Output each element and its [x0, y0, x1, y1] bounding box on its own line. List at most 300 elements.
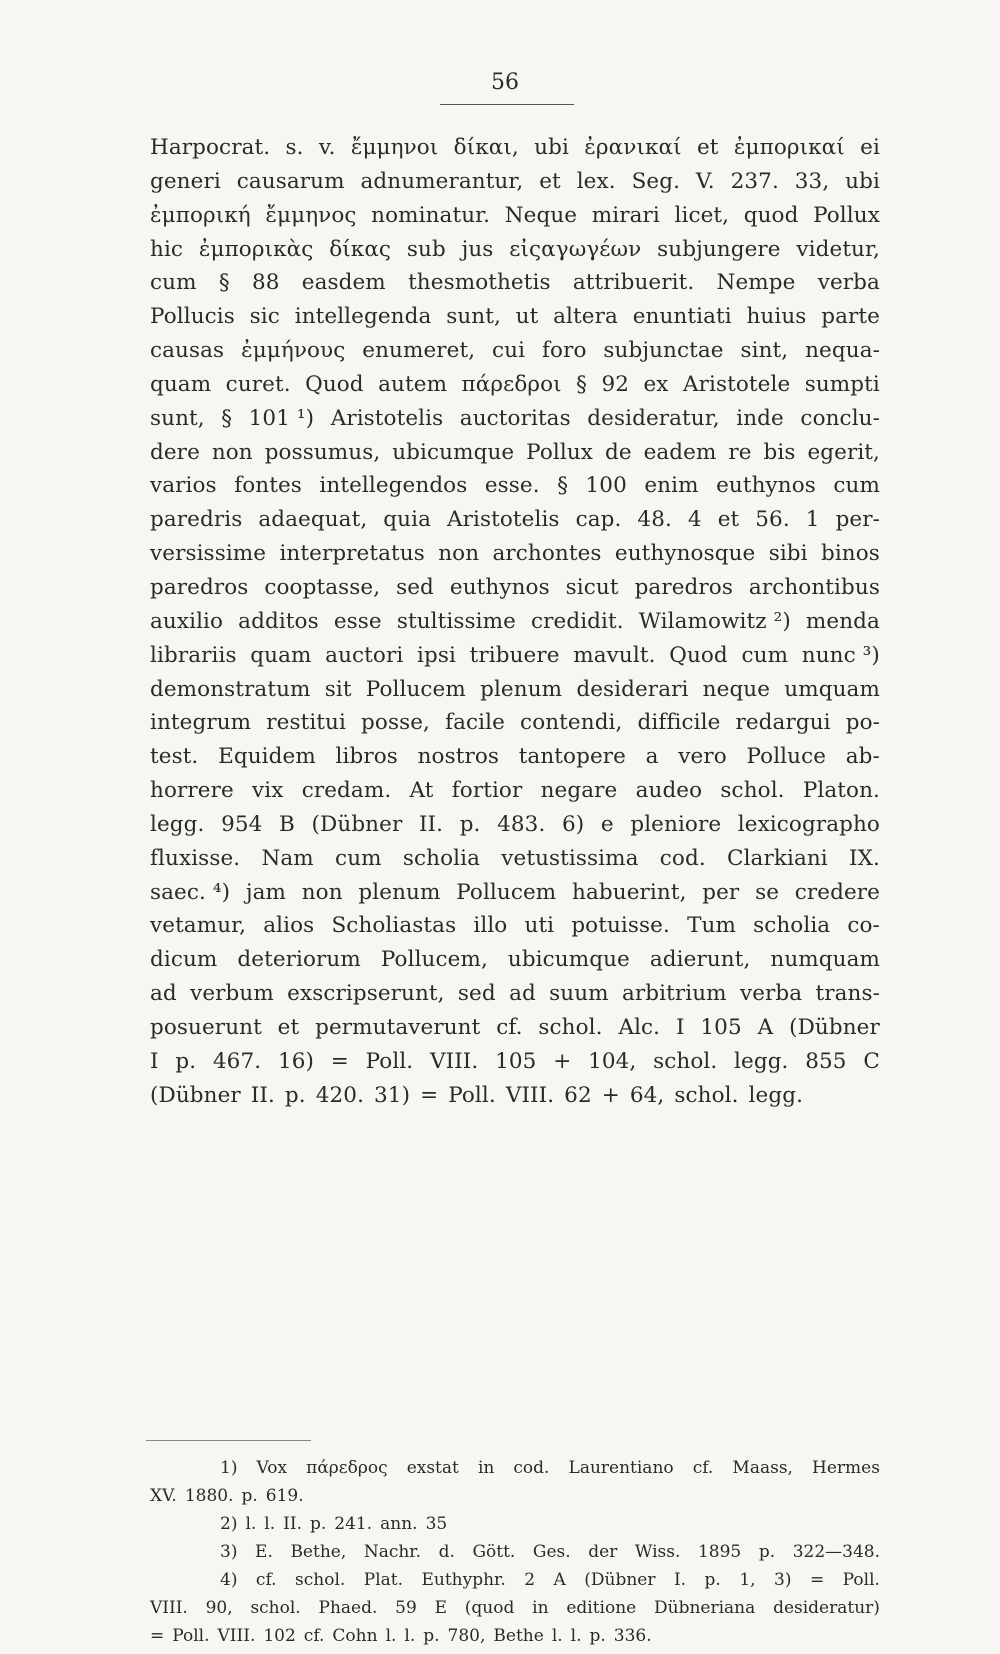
word: quam [150, 371, 212, 397]
word: § [221, 405, 233, 431]
word: cod. [659, 845, 706, 871]
text-line [150, 507, 880, 541]
footnote-word: Poll. [842, 1570, 880, 1590]
footnote-word: Ges. [532, 1542, 571, 1562]
word: adnumerantur, [360, 168, 524, 194]
word: ἔμμηνος [265, 202, 357, 228]
word: exscripserunt, [287, 981, 445, 1007]
footnote-line [150, 1458, 880, 1486]
word: Pollucem, [380, 947, 488, 973]
word: sunt, [446, 304, 501, 330]
text-line [150, 575, 880, 609]
footnote-word: 2) [220, 1514, 238, 1534]
footnote-word: p. [704, 1570, 721, 1590]
word: II. [418, 811, 444, 837]
word: Clarkiani [727, 845, 828, 871]
word: C [863, 1048, 880, 1074]
word: a [645, 744, 659, 770]
word: Seg. [631, 168, 681, 194]
word: sicut [565, 574, 619, 600]
word: sit [324, 676, 352, 702]
word: alios [263, 913, 315, 939]
word: non [211, 439, 253, 465]
word: cui [492, 338, 526, 364]
footnote-word: in [532, 1598, 549, 1618]
word: per- [835, 507, 880, 533]
word: po- [845, 710, 880, 736]
footnote-word: = [809, 1570, 825, 1590]
word: librariis [150, 642, 237, 668]
word: Neque [504, 202, 578, 228]
word: curet. [225, 371, 291, 397]
word: verba [739, 981, 803, 1007]
word: Tum [687, 913, 736, 939]
word: scholia [402, 845, 481, 871]
footnote-word: exstat [406, 1458, 459, 1478]
word: et [696, 135, 719, 160]
word: audeo [635, 778, 703, 804]
word: Pollux [526, 439, 594, 465]
word: (Dübner [789, 1014, 880, 1040]
footnote-word: ann. [380, 1514, 418, 1534]
word: Pollucis [150, 304, 235, 330]
word: + [601, 1082, 620, 1108]
footnote-word: = [150, 1626, 165, 1646]
word: Pollucem [365, 676, 466, 702]
word: V. [695, 168, 715, 194]
footnote-word: in [477, 1458, 495, 1478]
word: δίκας [329, 236, 392, 262]
word: ἐμμήνους [241, 338, 346, 364]
word: § [218, 270, 230, 296]
word: 56. [755, 507, 790, 533]
page-number: 56 [491, 70, 519, 95]
word: schol. [674, 1082, 739, 1108]
word: ἐμπορικὰς [198, 236, 314, 262]
word: interpretatus [279, 541, 425, 567]
footnote-word: VIII. [150, 1598, 188, 1618]
word: ut [515, 304, 539, 330]
text-line [150, 304, 880, 338]
word: de [604, 439, 632, 465]
footnote-word: Nachr. [363, 1542, 421, 1562]
word: auctori [325, 642, 404, 668]
word: re [728, 439, 752, 465]
word: test. [150, 744, 199, 770]
word: 16) [277, 1048, 314, 1074]
word: At [409, 778, 434, 804]
word: co- [847, 913, 880, 939]
word: schol. [538, 1014, 603, 1040]
footnote-word: Dübneriana [654, 1598, 756, 1618]
word: videtur, [796, 236, 880, 262]
word: vetustissima [501, 845, 639, 871]
footnote-word: l. [404, 1626, 416, 1646]
word: paredris [150, 507, 243, 533]
word: verbum [190, 981, 274, 1007]
word: A [757, 1014, 774, 1040]
text-line [150, 609, 880, 643]
word: deteriorum [237, 947, 361, 973]
word: nunc ³) [801, 642, 880, 668]
word: tribuere [469, 642, 560, 668]
word: = [330, 1048, 349, 1074]
word: libros [335, 744, 398, 770]
word: pleniore [630, 811, 722, 837]
word: se [755, 879, 780, 905]
footnote-word: I. [673, 1570, 687, 1590]
footnote-rule [146, 1440, 311, 1441]
word: δίκαι, [453, 135, 519, 160]
word: egerit, [807, 439, 880, 465]
footnote-line [150, 1514, 880, 1542]
word: umquam [784, 676, 880, 702]
word: cum [833, 473, 880, 499]
text-line [150, 1049, 880, 1083]
word: sed [396, 574, 434, 600]
word: non [301, 879, 343, 905]
word: s. [285, 135, 304, 160]
word: permutaverunt [315, 1014, 481, 1040]
footnote-word: der [588, 1542, 618, 1562]
footnote-line [150, 1570, 880, 1598]
word: Poll. [365, 1048, 414, 1074]
word: uti [524, 913, 555, 939]
word: jam [245, 879, 286, 905]
word: p. [175, 1048, 197, 1074]
word: Poll. [448, 1082, 496, 1108]
footnote-word: II. [283, 1514, 302, 1534]
footnote-word: Plat. [363, 1570, 404, 1590]
word: verba [817, 270, 880, 296]
word: et [717, 507, 740, 533]
footnote-word: 59 [395, 1598, 417, 1618]
text-line [150, 372, 880, 406]
word: legg. [748, 1082, 804, 1108]
word: cum [150, 270, 197, 296]
footnote-word: 4) [220, 1570, 238, 1590]
word: (Dübner [150, 1082, 241, 1108]
footnote-word: Hermes [812, 1458, 880, 1478]
page-number-rule [440, 104, 574, 105]
word: 467. [212, 1048, 262, 1074]
text-line [150, 880, 880, 914]
word: IX. [849, 845, 880, 871]
word: e [600, 811, 614, 837]
footnote-word: p. [423, 1626, 440, 1646]
footnote-word: p. [309, 1514, 327, 1534]
word: posuerunt [150, 1014, 262, 1040]
word: auxilio [150, 608, 224, 634]
footnote-word: l. [245, 1514, 257, 1534]
word: ei [860, 135, 880, 160]
footnote-word: Wiss. [634, 1542, 681, 1562]
footnote-word: A [553, 1570, 566, 1590]
word: vetamur, [150, 913, 247, 939]
word: cum [741, 642, 789, 668]
footnote-word: 1) [220, 1458, 238, 1478]
word: tantopere [518, 744, 626, 770]
footnote-word: 780, [447, 1626, 486, 1646]
word: potuisse. [571, 913, 670, 939]
word: ipsi [417, 642, 456, 668]
word: 105 [495, 1048, 537, 1074]
footnote-word: Maass, [732, 1458, 793, 1478]
word: eadem [643, 439, 717, 465]
footnote-word: cf. [692, 1458, 714, 1478]
word: enim [644, 473, 699, 499]
footnote-word: l. [551, 1626, 563, 1646]
word: p. [284, 1082, 306, 1108]
word: euthynos [716, 473, 816, 499]
word: ubicumque [392, 439, 515, 465]
word: subjunctae [603, 338, 724, 364]
footnote-word: πάρεδρος [306, 1458, 388, 1478]
word: Equidem [218, 744, 316, 770]
word: Pollucem [456, 879, 557, 905]
footnote-word: 1895 [697, 1542, 742, 1562]
word: restitui [266, 710, 346, 736]
word: sumpti [804, 371, 880, 397]
word: Nempe [716, 270, 796, 296]
word: non [438, 541, 480, 567]
footnote-word: 2 [524, 1570, 536, 1590]
word: 104, [588, 1048, 637, 1074]
word: dicum [150, 947, 218, 973]
word: Quod [305, 371, 364, 397]
text-line [150, 913, 880, 947]
word: quod [743, 202, 799, 228]
footnote-word: Bethe [493, 1626, 544, 1646]
footnote-word: schol. [295, 1570, 346, 1590]
footnote-word: VIII. [217, 1626, 256, 1646]
word: auctoritas [459, 405, 571, 431]
word: menda [805, 608, 880, 634]
word: saec. ⁴) [150, 879, 231, 905]
word: et [277, 1014, 300, 1040]
text-line [150, 338, 880, 372]
text-line [150, 744, 880, 778]
footnote-word: XV. [150, 1486, 177, 1506]
word: 105 [700, 1014, 742, 1040]
word: VIII. [430, 1048, 479, 1074]
word: ubi [534, 135, 569, 160]
text-line [150, 440, 880, 474]
word: 6) [562, 811, 585, 837]
word: mirari [591, 202, 660, 228]
text-line [150, 541, 880, 575]
word: versissime [150, 541, 267, 567]
footnote-word: (quod [464, 1598, 515, 1618]
word: sed [457, 981, 496, 1007]
footnote-word: Poll. [172, 1626, 210, 1646]
footnote-word: p. [589, 1626, 606, 1646]
word: archontibus [748, 574, 880, 600]
text-line [150, 1015, 880, 1049]
word: § [576, 371, 588, 397]
word: schol. [720, 778, 785, 804]
footnote-word: d. [438, 1542, 455, 1562]
word: habuerint, [572, 879, 687, 905]
text-line [150, 169, 880, 203]
word: Platon. [802, 778, 880, 804]
word: integrum [150, 710, 252, 736]
footnote-line [150, 1542, 880, 1570]
word: credam. [301, 778, 392, 804]
footnote-word: l. [570, 1626, 582, 1646]
word: vero [678, 744, 727, 770]
text-line [150, 473, 880, 507]
word: causas [150, 338, 225, 364]
word: licet, [674, 202, 730, 228]
word: 92 [601, 371, 630, 397]
word: Alc. [618, 1014, 661, 1040]
word: difficile [637, 710, 721, 736]
text-line [150, 846, 880, 880]
footnote-word: Euthyphr. [421, 1570, 506, 1590]
footnote-word: 102 [263, 1626, 296, 1646]
word: Harpocrat. [150, 135, 271, 160]
word: 100 [585, 473, 627, 499]
footnote-word: 336. [613, 1626, 652, 1646]
word: causarum [236, 168, 345, 194]
word: jus [461, 236, 494, 262]
word: neque [702, 676, 771, 702]
word: adaequat, [258, 507, 368, 533]
text-line [150, 135, 880, 169]
word: sibi [768, 541, 808, 567]
word: inde [736, 405, 784, 431]
word: plenum [480, 676, 563, 702]
word: ἔμμηνοι [350, 135, 439, 160]
word: additos [238, 608, 319, 634]
word: § [557, 473, 569, 499]
footnote-word: cf. [255, 1570, 277, 1590]
word: enumeret, [362, 338, 476, 364]
word: binos [820, 541, 880, 567]
word: ad [150, 981, 177, 1007]
word: easdem [301, 270, 386, 296]
word: negare [540, 778, 618, 804]
word: ἐμπορική [150, 202, 251, 228]
word: nequa- [805, 338, 880, 364]
text-line [150, 270, 880, 304]
word: II. [250, 1082, 275, 1108]
word: dere [150, 439, 200, 465]
word: possumus, [264, 439, 381, 465]
word: esse. [484, 473, 540, 499]
footnote-word: 90, [205, 1598, 233, 1618]
word: Nam [261, 845, 314, 871]
word: fortior [451, 778, 523, 804]
word: enuntiati [632, 304, 732, 330]
word: 101 ¹) [248, 405, 315, 431]
word: quam [250, 642, 312, 668]
word: Quod [669, 642, 728, 668]
footnote-word: Cohn [332, 1626, 378, 1646]
footnote-word: 322—348. [792, 1542, 880, 1562]
footnote-word: l. [385, 1626, 397, 1646]
word: varios [150, 473, 217, 499]
word: B [279, 811, 295, 837]
text-line [150, 203, 880, 237]
text-line [150, 981, 880, 1015]
word: 31) [374, 1082, 411, 1108]
footnote-word: (Dübner [584, 1570, 656, 1590]
word: euthynos [449, 574, 550, 600]
footnote-word: l. [264, 1514, 276, 1534]
word: conclu- [800, 405, 880, 431]
word: = [420, 1082, 439, 1108]
word: Scholiastas [331, 913, 457, 939]
word: credere [794, 879, 880, 905]
footnote-word: cf. [303, 1626, 325, 1646]
word: ad [509, 981, 536, 1007]
word: sub [406, 236, 446, 262]
word: foro [541, 338, 587, 364]
word: ἐρανικαί [584, 135, 682, 160]
word: per [702, 879, 740, 905]
word: desideratur, [587, 405, 720, 431]
footnote-word: desideratur) [773, 1598, 880, 1618]
footnote-word: 3) [774, 1570, 792, 1590]
word: 4 [687, 507, 702, 533]
word: mavult. [573, 642, 656, 668]
word: subjungere [657, 236, 781, 262]
word: I [150, 1048, 159, 1074]
footnote-word: 241. [334, 1514, 373, 1534]
word: πάρεδροι [461, 371, 562, 397]
word: 420. [315, 1082, 365, 1108]
word: autem [378, 371, 448, 397]
word: fluxisse. [150, 845, 241, 871]
word: trans- [815, 981, 880, 1007]
text-line [150, 643, 880, 677]
text-line [150, 947, 880, 981]
word: arbitrium [621, 981, 727, 1007]
footnote-line [150, 1486, 880, 1514]
word: sic [249, 304, 280, 330]
footnote-word: 1, [739, 1570, 756, 1590]
word: suum [549, 981, 609, 1007]
word: 33, [794, 168, 830, 194]
word: fontes [234, 473, 302, 499]
word: ubicumque [507, 947, 630, 973]
footnote-word: Bethe, [290, 1542, 347, 1562]
word: 855 [805, 1048, 847, 1074]
word: + [553, 1048, 572, 1074]
word: intellegendos [319, 473, 468, 499]
word: legg. [150, 811, 205, 837]
word: cap. [575, 507, 622, 533]
word: generi [150, 168, 221, 194]
word: Aristotele [683, 371, 791, 397]
text-line [150, 237, 880, 271]
word: 62 [564, 1082, 592, 1108]
word: stultissime [396, 608, 516, 634]
word: Polluce [746, 744, 827, 770]
word: scholia [753, 913, 831, 939]
footnote-word: E. [255, 1542, 273, 1562]
word: paredros [150, 574, 249, 600]
word: redargui [735, 710, 831, 736]
word: vix [252, 778, 284, 804]
word: ab- [845, 744, 880, 770]
word: credidit. [531, 608, 624, 634]
word: lex. [576, 168, 616, 194]
word: nostros [417, 744, 499, 770]
footnote-word: 1880. [184, 1486, 234, 1506]
